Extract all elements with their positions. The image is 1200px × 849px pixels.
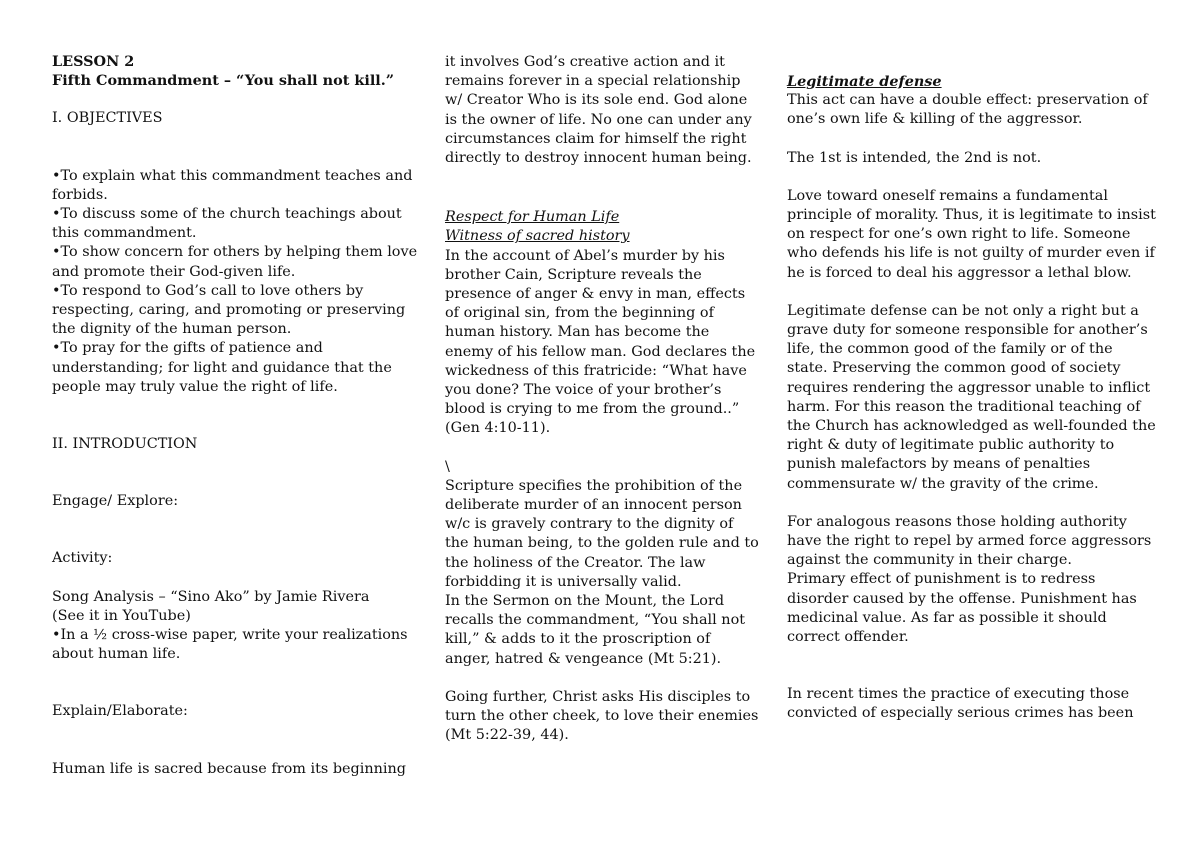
- lesson-label: LESSON 2: [52, 53, 135, 70]
- song-analysis: Song Analysis – “Sino Ako” by Jamie Rivera (See it in YouTube): [52, 588, 370, 624]
- objectives-list: [52, 167, 422, 397]
- going-further-paragraph: Going further, Christ asks His disciples to turn the other cheek, to love their enemies (Mt 5:22-39, 44).: [445, 688, 759, 744]
- list-item: • To explain what this commandment teaches and forbids.: [52, 167, 422, 205]
- list-item: • To show concern for others by helping them love and promote their God-given life.: [52, 243, 422, 281]
- witness-heading: Witness of sacred history: [445, 228, 630, 245]
- abel-paragraph: In the account of Abel’s murder by his brother Cain, Scripture reveals the presence of anger & envy in man, effects of original sin, from the beginning of human history. Man has become the enemy of his fellow man. God declares the wickedness of this fratricide: “What have you done? The voice of your brother’s blood is crying to me from the ground..” (Gen 4:10-11).: [445, 247, 756, 437]
- explain-label: Explain/Elaborate:: [52, 703, 188, 720]
- respect-heading: Respect for Human Life: [445, 209, 620, 226]
- intended-paragraph: The 1st is intended, the 2nd is not.: [787, 149, 1042, 166]
- double-effect-paragraph: This act can have a double effect: preservation of one’s own life & killing of the aggressor.: [787, 92, 1148, 128]
- lesson-title: Fifth Commandment – “You shall not kill.”: [52, 72, 395, 90]
- introduction-heading: II. INTRODUCTION: [52, 436, 198, 453]
- recent-times-paragraph: In recent times the practice of executing those convicted of especially serious crimes has been: [787, 686, 1134, 722]
- grave-duty-paragraph: Legitimate defense can be not only a right but a grave duty for someone responsible for another’s life, the common good of the family or of the state. Preserving the common good of society requires rendering the aggressor unable to inflict harm. For this reason the traditional teaching of the Church has acknowledged as well-founded the right & duty of legitimate public authority to punish malefactors by means of penalties commensurate w/ the gravity of the crime.: [787, 302, 1156, 492]
- love-oneself-paragraph: Love toward oneself remains a fundamental principle of morality. Thus, it is legitimate to insist on respect for one’s own right to life. Someone who defends his life is not guilty of murder even if he is forced to deal his aggressor a lethal blow.: [787, 187, 1156, 281]
- column-2: [445, 53, 760, 746]
- engage-label: Engage/ Explore:: [52, 493, 179, 510]
- scripture-paragraph: Scripture specifies the prohibition of the deliberate murder of an innocent person w/c is gravely contrary to the dignity of the human being, to the golden rule and to the holiness of the Creator. The law forbidding it is universally valid. In the Sermon on the Mount, the Lord recalls the commandment, “You shall not kill,” & adds to it the proscription of anger, hatred & vengeance (Mt 5:21).: [445, 477, 759, 667]
- authority-paragraph: For analogous reasons those holding authority have the right to repel by armed force aggressors against the community in their charge. Primary effect of punishment is to redress disorder caused by the offense. Punishment has medicinal value. As far as possible it should correct offender.: [787, 513, 1152, 646]
- human-life-text: Human life is sacred because from its beginning: [52, 760, 406, 777]
- activity-list: [52, 626, 422, 664]
- list-item: • To discuss some of the church teachings about this commandment.: [52, 205, 422, 243]
- list-item: • To respond to God’s call to love others by respecting, caring, and promoting or preserving the dignity of the human person.: [52, 282, 422, 340]
- continuation-text: it involves God’s creative action and it remains forever in a special relationship w/ Creator Who is its sole end. God alone is the owner of life. No one can under any circumstances claim for himself the right directly to destroy innocent human being.: [445, 54, 752, 167]
- legitimate-defense-heading: Legitimate defense: [787, 73, 942, 90]
- column-1: [52, 52, 422, 779]
- objectives-heading: I. OBJECTIVES: [52, 110, 163, 127]
- list-item: • To pray for the gifts of patience and understanding; for light and guidance that the people may truly value the right of life.: [52, 339, 422, 397]
- column-3: [787, 72, 1157, 724]
- activity-label: Activity:: [52, 550, 113, 567]
- list-item: • In a ½ cross-wise paper, write your realizations about human life.: [52, 626, 422, 664]
- backslash-mark: \: [445, 458, 450, 475]
